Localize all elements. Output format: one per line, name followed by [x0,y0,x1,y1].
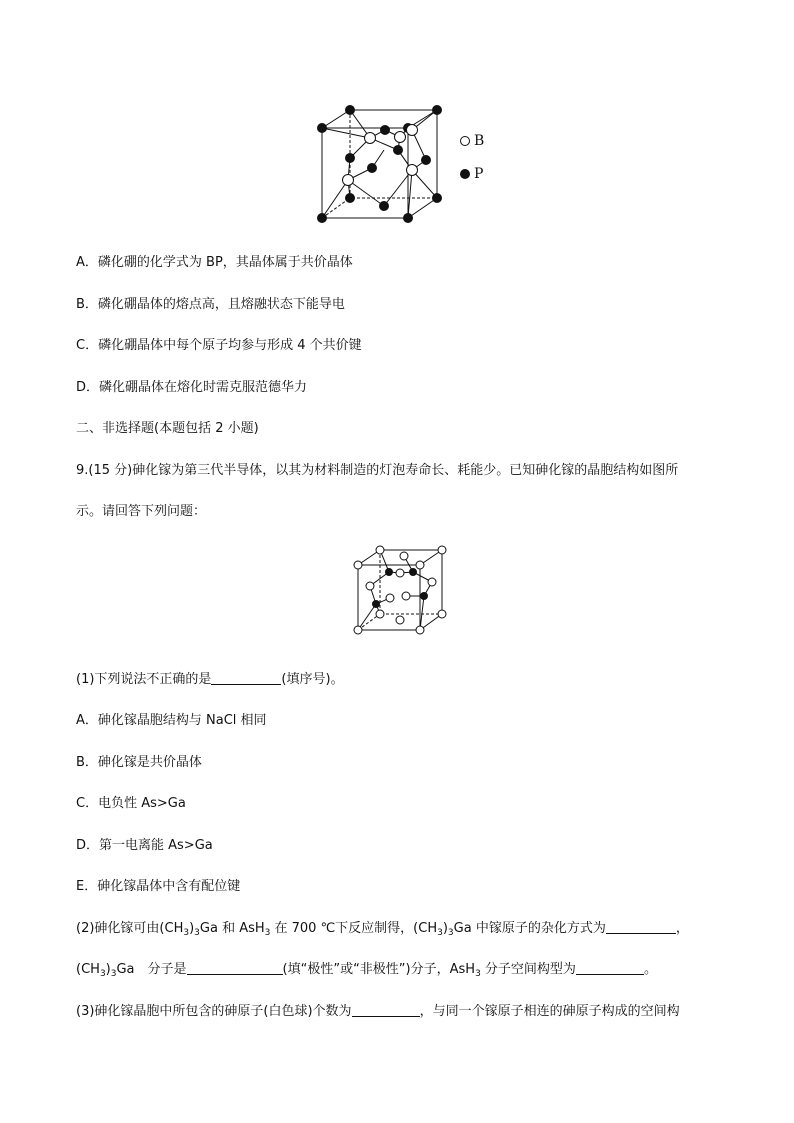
q9-stem-line1: 9.(15 分)砷化镓为第三代半导体，以其为材料制造的灯泡寿命长、耗能少。已知砷化镓的晶胞结构如图所 [76,463,679,478]
q9-part3 [76,1003,680,1021]
q9-part3-prefix: (3)砷化镓晶胞中所包含的砷原子(白色球)个数为 [76,1004,352,1019]
subscript: 3 [475,969,481,979]
answer-blank-5[interactable] [352,1004,420,1017]
subscript: 3 [437,928,443,938]
q9-part2-text: 在 700 ℃下反应制得，(CH [270,921,438,936]
q9-part1-suffix: (填序号)。 [281,672,344,687]
q9-part3-suffix: ，与同一个镓原子相连的砷原子构成的空间构 [419,1004,680,1019]
q9-part2-line1 [76,920,689,938]
q9-part2-text: Ga 和 AsH [199,921,265,936]
q9-part2-text: (填“极性”或“非极性”)分子，AsH [282,962,476,977]
subscript: 3 [99,969,106,979]
q9-part1 [76,671,344,689]
q8-option-d: D．磷化硼晶体在熔化时需克服范德华力 [76,380,308,395]
subscript: 3 [447,928,454,938]
q9-option-d: D．第一电离能 As>Ga [76,838,213,853]
answer-blank-1[interactable] [211,672,281,685]
q9-stem-line2: 示。请回答下列问题： [76,504,207,519]
answer-blank-2[interactable] [606,921,676,934]
q9-part2-text: (CH [76,962,100,977]
subscript: 3 [264,928,271,938]
section-2-title: 二、非选择题(本题包括 2 小题) [76,421,259,436]
q8-option-c: C．磷化硼晶体中每个原子均参与形成 4 个共价键 [76,338,362,353]
filled-circle-icon [460,169,470,179]
q9-part2-text: 分子空间构型为 [480,962,576,977]
q8-option-a: A．磷化硼的化学式为 BP，其晶体属于共价晶体 [76,255,353,270]
q9-part2-text: (2)砷化镓可由(CH [76,921,184,936]
q9-part2-text: 。 [643,962,657,977]
subscript: 3 [194,928,200,938]
legend-item-p [460,166,483,182]
legend-label-p: P [474,166,484,182]
q9-part2-text: ) [442,921,448,936]
q9-part2-text: Ga 中镓原子的杂化方式为 [453,921,606,936]
q9-part2-line2 [76,961,657,979]
subscript: 3 [110,969,117,979]
q9-part2-text: Ga 分子是 [116,962,187,977]
q9-option-c: C．电负性 As>Ga [76,796,186,811]
open-circle-icon [460,136,470,146]
legend-label-b: B [474,133,485,149]
answer-blank-4[interactable] [576,962,644,975]
subscript: 3 [183,928,190,938]
q9-part1-prefix: (1)下列说法不正确的是 [76,672,212,687]
q8-option-b: B．磷化硼晶体的熔点高，且熔融状态下能导电 [76,297,345,312]
bp-crystal-cell-figure [312,100,452,230]
q9-part2-text: ) [189,921,195,936]
answer-blank-3[interactable] [187,962,283,975]
gaas-crystal-cell-figure [352,544,448,636]
q9-option-b: B．砷化镓是共价晶体 [76,755,202,770]
legend-item-b [460,133,484,149]
q9-option-a: A．砷化镓晶胞结构与 NaCl 相同 [76,713,267,728]
q9-option-e: E．砷化镓晶体中含有配位键 [76,879,241,894]
q9-part2-text: ) [105,962,111,977]
q9-part2-text: ， [675,921,689,936]
